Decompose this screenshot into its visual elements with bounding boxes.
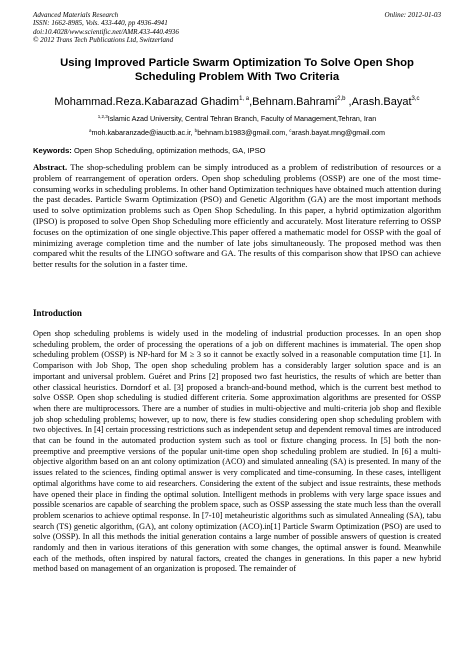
author-separator: , <box>345 96 352 108</box>
affiliation-marker: 1,2,3 <box>97 114 108 119</box>
journal-header <box>33 11 441 45</box>
paper-title <box>33 56 441 84</box>
author-marker: 3,c <box>411 96 420 102</box>
keywords-label: Keywords: <box>33 146 72 155</box>
keywords <box>33 146 441 156</box>
author-separator: , <box>249 96 253 108</box>
author-name: Behnam.Bahrami <box>252 96 338 108</box>
introduction-paragraph: Open shop scheduling problems is widely used in the modeling of industrial production processes. In an open shop scheduling problem, the order of processing the operations of a job on different machines is immaterial. The open shop scheduling problem (OSSP) is NP-hard for M ≥ 3 so it cannot be exactly solved in a reasonable computation time [1]. In Comparison with Job Shop, The open shop scheduling problem has a considerably larger solution space and is an important and universal problem. Guéret and Prins [2] proposed two fast heuristics, the results of which are better than other classical heuristics. Dorndorf et al. [3] proposed a branch-and-bound method, which is the current best method to solve OSSP. Open shop scheduling is studied different criteria. Some approximation algorithms are presented for OSSP when there are multiprocessors. There are a number of studies in multi-objective and multi-criteria job shop and flexible job shop scheduling problems; however, up to now, there is few studies considering open shop scheduling problem with two objectives. In [4] certain processing restrictions such as independent setup and dependent removal times are introduced that can be found in the automated production system such as tool or fixture changing process. In [5] both the non-preemptive and preemptive versions of the popular unit-time open shop scheduling problem are studied. In [6] a multi-objective algorithm based on an ant colony optimization (ACO) and simulated annealing (SA) is presented. In many of the issues related to the sciences, finding optimal answer is very complicated and time-consuming. In these cases, intelligent optimal algorithms have come to aid researchers. Considering the extent of the subject and issue restraints, these methods have opened their place in finding the optimal solution. Intelligent methods in problems with very large space issues and possible scenarios are capable of searching the problem space, such as OSSP assessing the state much less than the overall problem scenarios to achieve optimal response. In [7-10] metaheuristic algorithms such as simulated Annealing (SA), tabu search (TS) genetic algorithm, (GA), ant colony optimization (ACO).in[1] Particle Swarm Optimization (PSO) are used to solve (OSSP). In all this methods the initial generation contains a large number of possible answers of question is created randomly and then in various iterations of this generation with some changes, the optimal answer is found. Meanwhile each of the methods, often inspired by natural factors, created the changes in generations. In this paper a new hybrid method based on management of an organization is proposed. The remainder of <box>33 329 441 574</box>
author-name: Arash.Bayat <box>351 96 412 108</box>
abstract-label: Abstract. <box>33 162 68 172</box>
online-date: Online: 2012-01-03 <box>384 11 441 19</box>
affiliation-text: Islamic Azad University, Central Tehran Branch, Faculty of Management,Tehran, Iran <box>107 114 377 123</box>
abstract-paragraph <box>33 162 441 270</box>
abstract <box>33 162 441 270</box>
email-address: moh.kabaranzade@iauctb.ac.ir, <box>91 128 195 137</box>
paper-title-line-2: Scheduling Problem With Two Criteria <box>134 71 340 83</box>
author-name: Mohammad.Reza.Kabarazad Ghadim <box>54 96 240 108</box>
keywords-text: Open Shop Scheduling, optimization methods, GA, IPSO <box>71 146 266 155</box>
section-heading-introduction: Introduction <box>33 308 82 318</box>
email-marker: b <box>194 128 198 133</box>
journal-doi: doi:10.4028/www.scientific.net/AMR.433-440.4936 <box>33 27 179 36</box>
journal-copyright: © 2012 Trans Tech Publications Ltd, Switzerland <box>33 36 174 45</box>
abstract-text: The shop-scheduling problem can be simply introduced as a problem of redistribution of resources or a problem of rearrangement of operation orders. Open shop scheduling problems (OSSP) are one of the most time-consuming works in scheduling problems. In other hand Optimization techniques have obtained much attention during the past decades. Particle Swarm Optimization (PSO) and Genetic Algorithm (GA) are the most important methods used to solve optimization problems such as Open Shop Scheduling. In this paper, a hybrid optimization algorithm (IPSO) is proposed to solve Open Shop Scheduling more efficiently and accurately. Most literature referring to OSSP focuses on the optimization of one single objective.This paper offered a mathematic model for OSSP with the goal of minimizing average completion time and the number of late jobs simultaneously. The proposed method was then compared whit the results of the LINGO software and GA. The results of this comparison show that IPSO can achieve better results for the solution in a faster time. <box>33 162 441 270</box>
author-emails <box>10 126 464 138</box>
paper-title-line-1: Using Improved Particle Swarm Optimization To Solve Open Shop <box>60 57 414 69</box>
email-marker: c <box>289 128 292 133</box>
email-address: behnam.b1983@gmail.com, <box>197 128 290 137</box>
email-address: arash.bayat.mng@gmail.com <box>291 128 386 137</box>
introduction-body <box>33 329 441 575</box>
author-list <box>20 93 454 109</box>
journal-issn: ISSN: 1662-8985, Vols. 433-440, pp 4936-4941 <box>33 19 168 28</box>
author-marker: 1, a <box>239 96 250 102</box>
author-marker: 2,b <box>337 96 346 102</box>
journal-name: Advanced Materials Research <box>33 11 119 19</box>
affiliation <box>30 112 444 124</box>
email-marker: a <box>88 128 92 133</box>
